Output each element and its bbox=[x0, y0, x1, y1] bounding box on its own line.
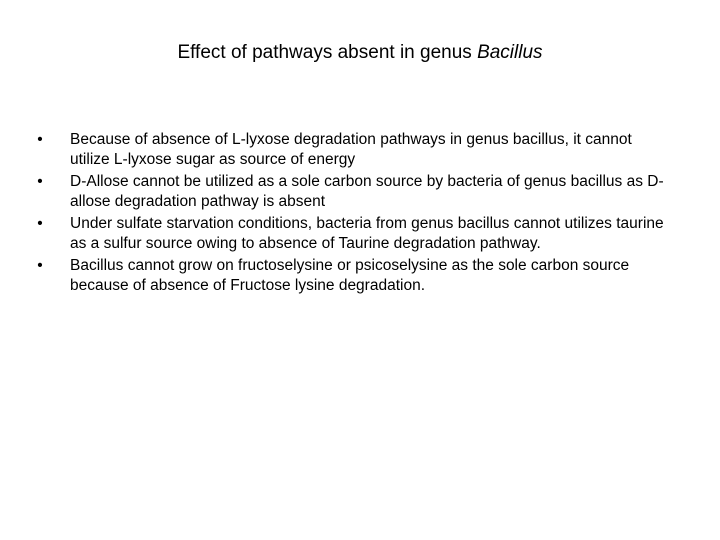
bullet-item-fructoselysine bbox=[34, 256, 674, 295]
bullet-dot-icon: • bbox=[37, 257, 43, 274]
bullet-text: Because of absence of L-lyxose degradation pathways in genus bacillus, it cannot utilize L-lyxose sugar as source of energy bbox=[70, 131, 632, 168]
bullet-item-taurine bbox=[34, 214, 674, 253]
bullet-text: Bacillus cannot grow on fructoselysine or psicoselysine as the sole carbon source because of absence of Fructose lysine degradation. bbox=[70, 257, 630, 294]
title-genus-italic: Bacillus bbox=[477, 42, 543, 63]
title-text: Effect of pathways absent in genus bbox=[177, 42, 478, 63]
bullet-item-allose bbox=[34, 172, 674, 211]
bullet-dot-icon: • bbox=[37, 215, 43, 232]
bullet-text: D-Allose cannot be utilized as a sole carbon source by bacteria of genus bacillus as D-allose degradation pathway is absent bbox=[70, 173, 664, 210]
bullet-list bbox=[34, 130, 674, 298]
bullet-dot-icon: • bbox=[37, 131, 43, 148]
bullet-dot-icon: • bbox=[37, 173, 43, 190]
bullet-text: Under sulfate starvation conditions, bacteria from genus bacillus cannot utilizes taurine as a sulfur source owing to absence of Taurine degradation pathway. bbox=[70, 215, 664, 252]
bullet-item-lyxose bbox=[34, 130, 674, 169]
slide-title bbox=[0, 40, 720, 66]
